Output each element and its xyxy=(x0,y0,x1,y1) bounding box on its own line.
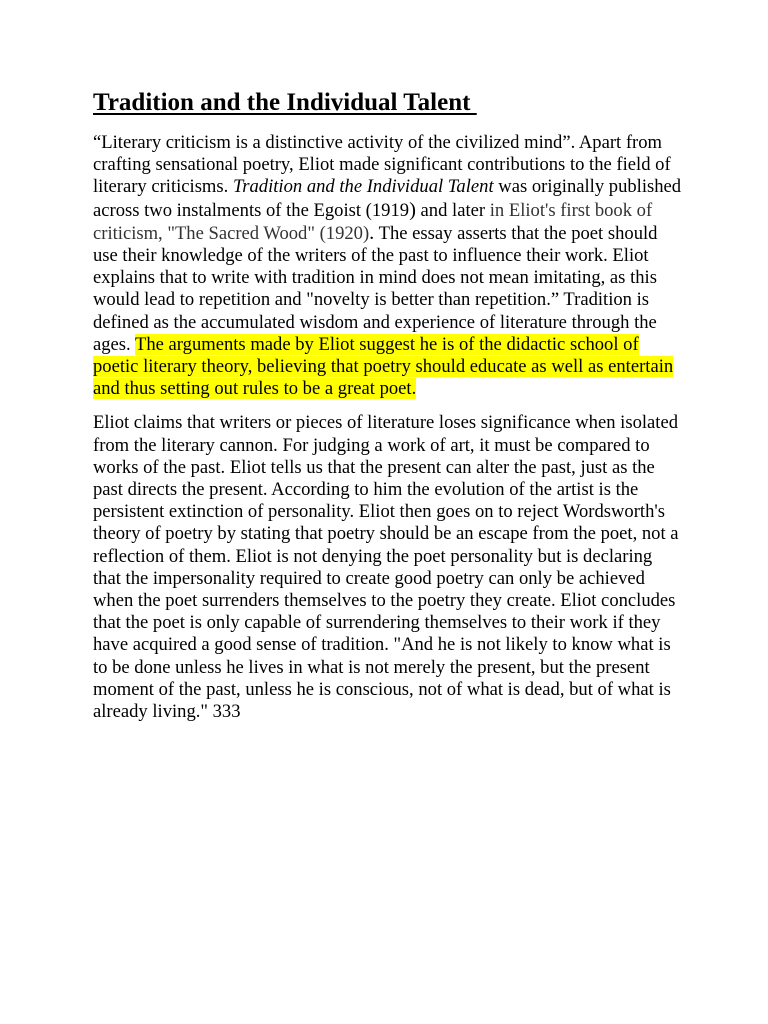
opening-quote: “Literary criticism is a distinctive activity of the civilized mind”. Apart from crafting sensational poetry, Eliot made significant contributions to the field of literary criticisms. xyxy=(93,132,671,198)
paragraph-1 xyxy=(93,132,683,400)
document-title: Tradition and the Individual Talent xyxy=(93,89,477,116)
paragraph-1-text-b: and later xyxy=(415,199,490,221)
paragraph-2: Eliot claims that writers or pieces of literature loses significance when isolated from the literary cannon. For judging a work of art, it must be compared to works of the past. Eliot tells us that the present can alter the past, just as the past directs the present. According to him the evolution of the artist is the persistent extinction of personality. Eliot then goes on to reject Wordsworth's theory of poetry by stating that poetry should be an escape from the poet, not a reflection of them. Eliot is not denying the poet personality but is declaring that the impersonality required to create good poetry can only be achieved when the poet surrenders themselves to the poetry they create. Eliot concludes that the poet is only capable of surrendering themselves to their work if they have acquired a good sense of tradition. "And he is not likely to know what is to be done unless he lives in what is not merely the present, but the present moment of the past, unless he is conscious, not of what is dead, but of what is already living." 333 xyxy=(93,412,679,723)
document-page xyxy=(93,86,683,735)
paragraph-1-text-a: was originally published across two instalments of the Egoist (1919 xyxy=(93,176,682,221)
highlighted-text: The arguments made by Eliot suggest he is of the didactic school of poetic literary theory, believing that poetry should educate as well as entertain and thus setting out rules to be a great poet. xyxy=(93,333,674,400)
essay-title-italic: Tradition and the Individual Talent xyxy=(232,176,494,198)
paragraph-1-text-c: The essay asserts that the poet should use their knowledge of the writers of the past to influence their work. Eliot explains that to write with tradition in mind does not mean imitating, as this would lead to repetition and "novelty is better than repetition.” Tradition is defined as the accumulated wisdom and experience of literature through the ages. xyxy=(93,222,658,355)
period: . xyxy=(369,221,375,244)
sacred-wood-reference: in Eliot's first book of criticism, "The Sacred Wood" (1920) xyxy=(93,199,653,244)
paren-close: ) xyxy=(409,198,416,221)
